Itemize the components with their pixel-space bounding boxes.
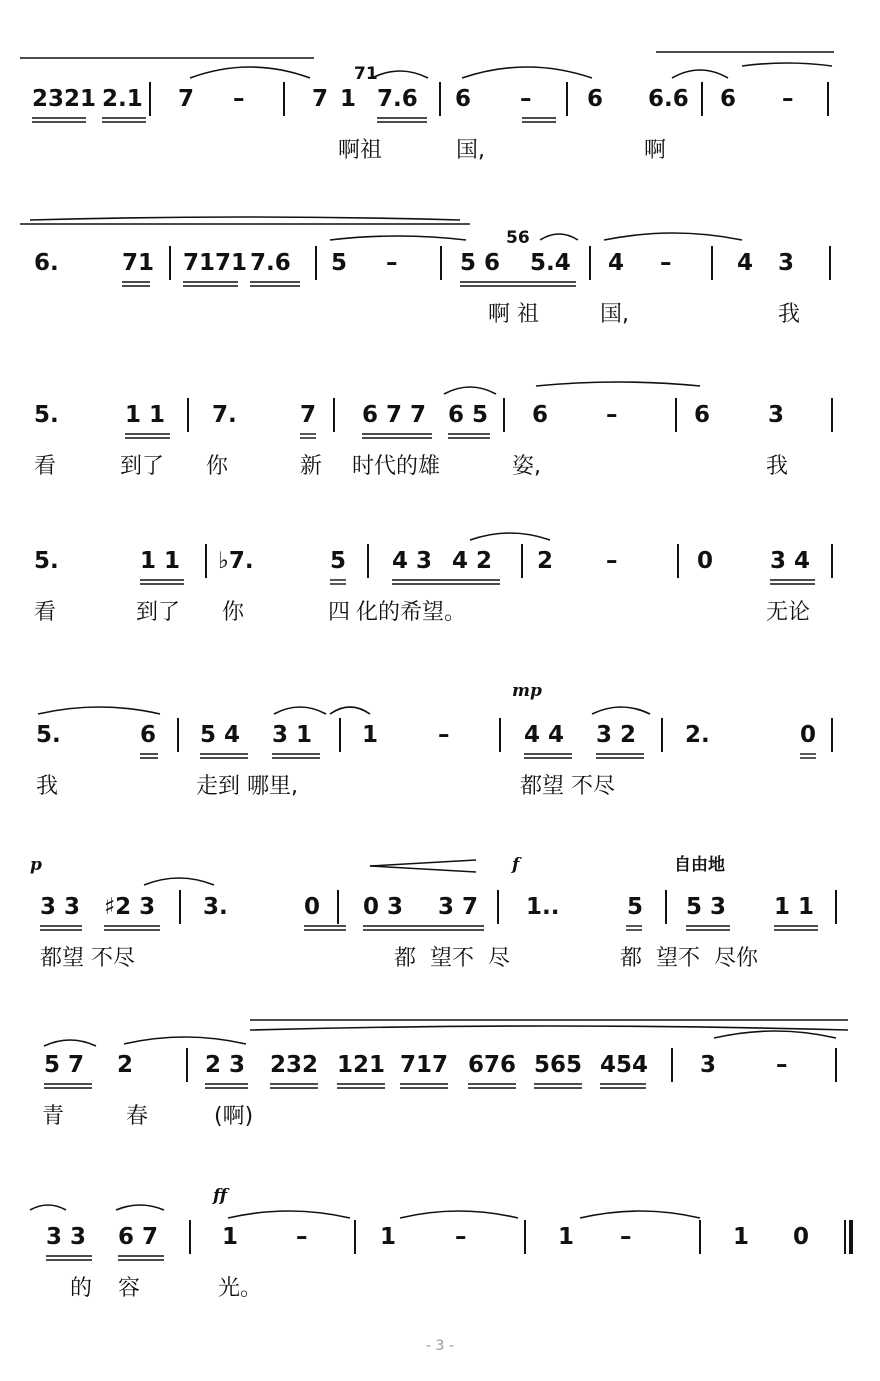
note-group: 6.6	[648, 86, 689, 112]
grace-note: 71	[354, 64, 378, 84]
note-group: 1 1	[125, 402, 166, 428]
note-group: 6 7	[118, 1224, 159, 1250]
note-group: 3 7	[438, 894, 479, 920]
note-group: 4 4	[524, 722, 565, 748]
lyric: 国,	[456, 138, 485, 163]
dynamic-mark: f	[512, 855, 520, 875]
slur-arc	[30, 217, 460, 220]
note-group: 2.1	[102, 86, 143, 112]
note-group: 5	[627, 894, 644, 920]
slur-arc	[470, 533, 550, 540]
note-group: 0	[793, 1224, 810, 1250]
note-group: 121	[337, 1052, 386, 1078]
note-group: –	[776, 1052, 788, 1078]
note-group: 3 3	[46, 1224, 87, 1250]
note-group: 5 6	[460, 250, 501, 276]
slur-arc	[190, 67, 310, 78]
lyric: 容	[118, 1276, 141, 1301]
note-group: –	[660, 250, 672, 276]
note-group: 0 3	[363, 894, 404, 920]
note-group: 1	[380, 1224, 397, 1250]
note-group: 5.4	[530, 250, 571, 276]
note-group: 4 2	[452, 548, 493, 574]
slur-arc	[742, 63, 832, 66]
note-group: –	[620, 1224, 632, 1250]
lyric: 都 望不 尽你	[620, 946, 758, 971]
dynamic-mark: p	[30, 855, 42, 875]
note-group: 6	[720, 86, 737, 112]
note-group: 3	[700, 1052, 717, 1078]
lyric: 四	[328, 600, 351, 625]
note-group: 2	[537, 548, 554, 574]
lyric: 的	[70, 1276, 93, 1301]
note-group: 232	[270, 1052, 319, 1078]
slur-arc	[714, 1031, 836, 1038]
lyric: 无论	[766, 600, 811, 625]
note-group: 6 5	[448, 402, 489, 428]
tempo-marking: 自由地	[674, 855, 725, 875]
lyric: 我	[766, 454, 789, 479]
lyric: (啊)	[214, 1104, 254, 1129]
lyric: 光。	[218, 1276, 263, 1301]
slur-arc	[400, 1211, 518, 1218]
note-group: 4	[737, 250, 754, 276]
note-group: ♭7.	[218, 548, 254, 574]
note-group: 5.	[34, 548, 59, 574]
note-group: 1	[362, 722, 379, 748]
note-group: –	[233, 86, 245, 112]
note-group: 5 4	[200, 722, 241, 748]
note-group: 5 7	[44, 1052, 85, 1078]
note-group: –	[386, 250, 398, 276]
note-group: 7	[300, 402, 317, 428]
note-group: –	[520, 86, 532, 112]
slur-arc	[30, 1205, 66, 1210]
note-group: 7171	[183, 250, 248, 276]
lyric: 姿,	[512, 454, 541, 479]
lyric: 都 望不 尽	[394, 946, 510, 971]
note-group: 6	[532, 402, 549, 428]
lyric: 化的希望。	[356, 600, 467, 625]
lyric: 我	[36, 774, 59, 799]
note-group: 3 1	[272, 722, 313, 748]
lyric: 春	[126, 1104, 149, 1129]
note-group: 7.6	[250, 250, 291, 276]
grace-note: 56	[506, 228, 530, 248]
note-group: 5.	[36, 722, 61, 748]
note-group: 7.	[212, 402, 237, 428]
note-group: 2 3	[205, 1052, 246, 1078]
page-number: - 3 -	[426, 1338, 454, 1354]
note-group: –	[606, 548, 618, 574]
lyric: 新	[300, 454, 323, 479]
slur-arc	[124, 1037, 246, 1044]
note-group: 0	[800, 722, 817, 748]
note-group: 5 3	[686, 894, 727, 920]
note-group: 6.	[34, 250, 59, 276]
dynamic-mark: ff	[213, 1186, 228, 1206]
lyric: 青	[42, 1104, 65, 1129]
note-group: 2	[117, 1052, 134, 1078]
note-group: 3 3	[40, 894, 81, 920]
lyric: 看	[34, 600, 57, 625]
slur-arc	[536, 382, 700, 386]
lyric: 啊	[644, 138, 667, 163]
note-group: 3 4	[770, 548, 811, 574]
note-group: 7	[178, 86, 195, 112]
note-group: ♯2 3	[104, 894, 156, 920]
lyric: 看	[34, 454, 57, 479]
note-group: 717	[400, 1052, 449, 1078]
lyric: 你	[222, 600, 245, 625]
note-group: 6	[694, 402, 711, 428]
lyric: 啊祖	[338, 138, 383, 163]
note-group: 6 7 7	[362, 402, 427, 428]
crescendo-hairpin	[370, 860, 476, 866]
note-group: 7	[312, 86, 329, 112]
note-group: 5.	[34, 402, 59, 428]
slur-arc	[592, 707, 650, 714]
note-group: 5	[330, 548, 347, 574]
lyric: 国,	[600, 302, 629, 327]
lyric: 走到 哪里,	[196, 774, 298, 799]
note-group: 5	[331, 250, 348, 276]
note-group: –	[455, 1224, 467, 1250]
note-group: –	[606, 402, 618, 428]
note-group: 3	[768, 402, 785, 428]
note-group: 6	[587, 86, 604, 112]
slur-arc	[444, 387, 496, 394]
note-group: 1..	[526, 894, 560, 920]
note-group: 565	[534, 1052, 583, 1078]
lyric: 啊 祖	[488, 302, 539, 327]
note-group: 1 1	[140, 548, 181, 574]
note-group: –	[296, 1224, 308, 1250]
note-group: 3.	[203, 894, 228, 920]
slur-arc	[38, 707, 160, 714]
slur-arc	[672, 70, 728, 78]
note-group: 3	[778, 250, 795, 276]
lyric: 都望 不尽	[40, 946, 135, 971]
slur-arc	[274, 707, 326, 714]
slur-arc	[604, 233, 742, 240]
slur-arc	[580, 1211, 700, 1218]
note-group: 7.6	[377, 86, 418, 112]
slur-arc	[540, 234, 578, 240]
note-group: 0	[697, 548, 714, 574]
note-group: 1	[222, 1224, 239, 1250]
slur-arc	[250, 1026, 848, 1030]
lyric: 都望 不尽	[520, 774, 615, 799]
note-group: 676	[468, 1052, 517, 1078]
note-group: –	[782, 86, 794, 112]
lyric: 到了	[120, 454, 165, 479]
slur-arc	[330, 707, 370, 714]
note-group: 0	[304, 894, 321, 920]
note-group: 6	[455, 86, 472, 112]
note-group: 1	[340, 86, 357, 112]
lyric: 你	[206, 454, 229, 479]
note-group: 2.	[685, 722, 710, 748]
slur-arc	[144, 878, 214, 885]
note-group: 6	[140, 722, 157, 748]
lyric: 到了	[136, 600, 181, 625]
slur-arc	[372, 71, 428, 78]
slur-arc	[44, 1040, 96, 1046]
note-group: 2321	[32, 86, 97, 112]
note-group: 454	[600, 1052, 649, 1078]
note-group: 3 2	[596, 722, 637, 748]
note-group: 4 3	[392, 548, 433, 574]
lyric: 时代的雄	[352, 454, 441, 479]
note-group: 1	[558, 1224, 575, 1250]
slur-arc	[462, 67, 592, 78]
note-group: 4	[608, 250, 625, 276]
note-group: 1	[733, 1224, 750, 1250]
lyric: 我	[778, 302, 801, 327]
crescendo-hairpin	[370, 866, 476, 872]
slur-arc	[116, 1205, 164, 1210]
note-group: 1 1	[774, 894, 815, 920]
dynamic-mark: mp	[512, 681, 542, 701]
note-group: –	[438, 722, 450, 748]
slur-arc	[228, 1211, 350, 1218]
note-group: 71	[122, 250, 155, 276]
slur-arc	[330, 236, 466, 240]
